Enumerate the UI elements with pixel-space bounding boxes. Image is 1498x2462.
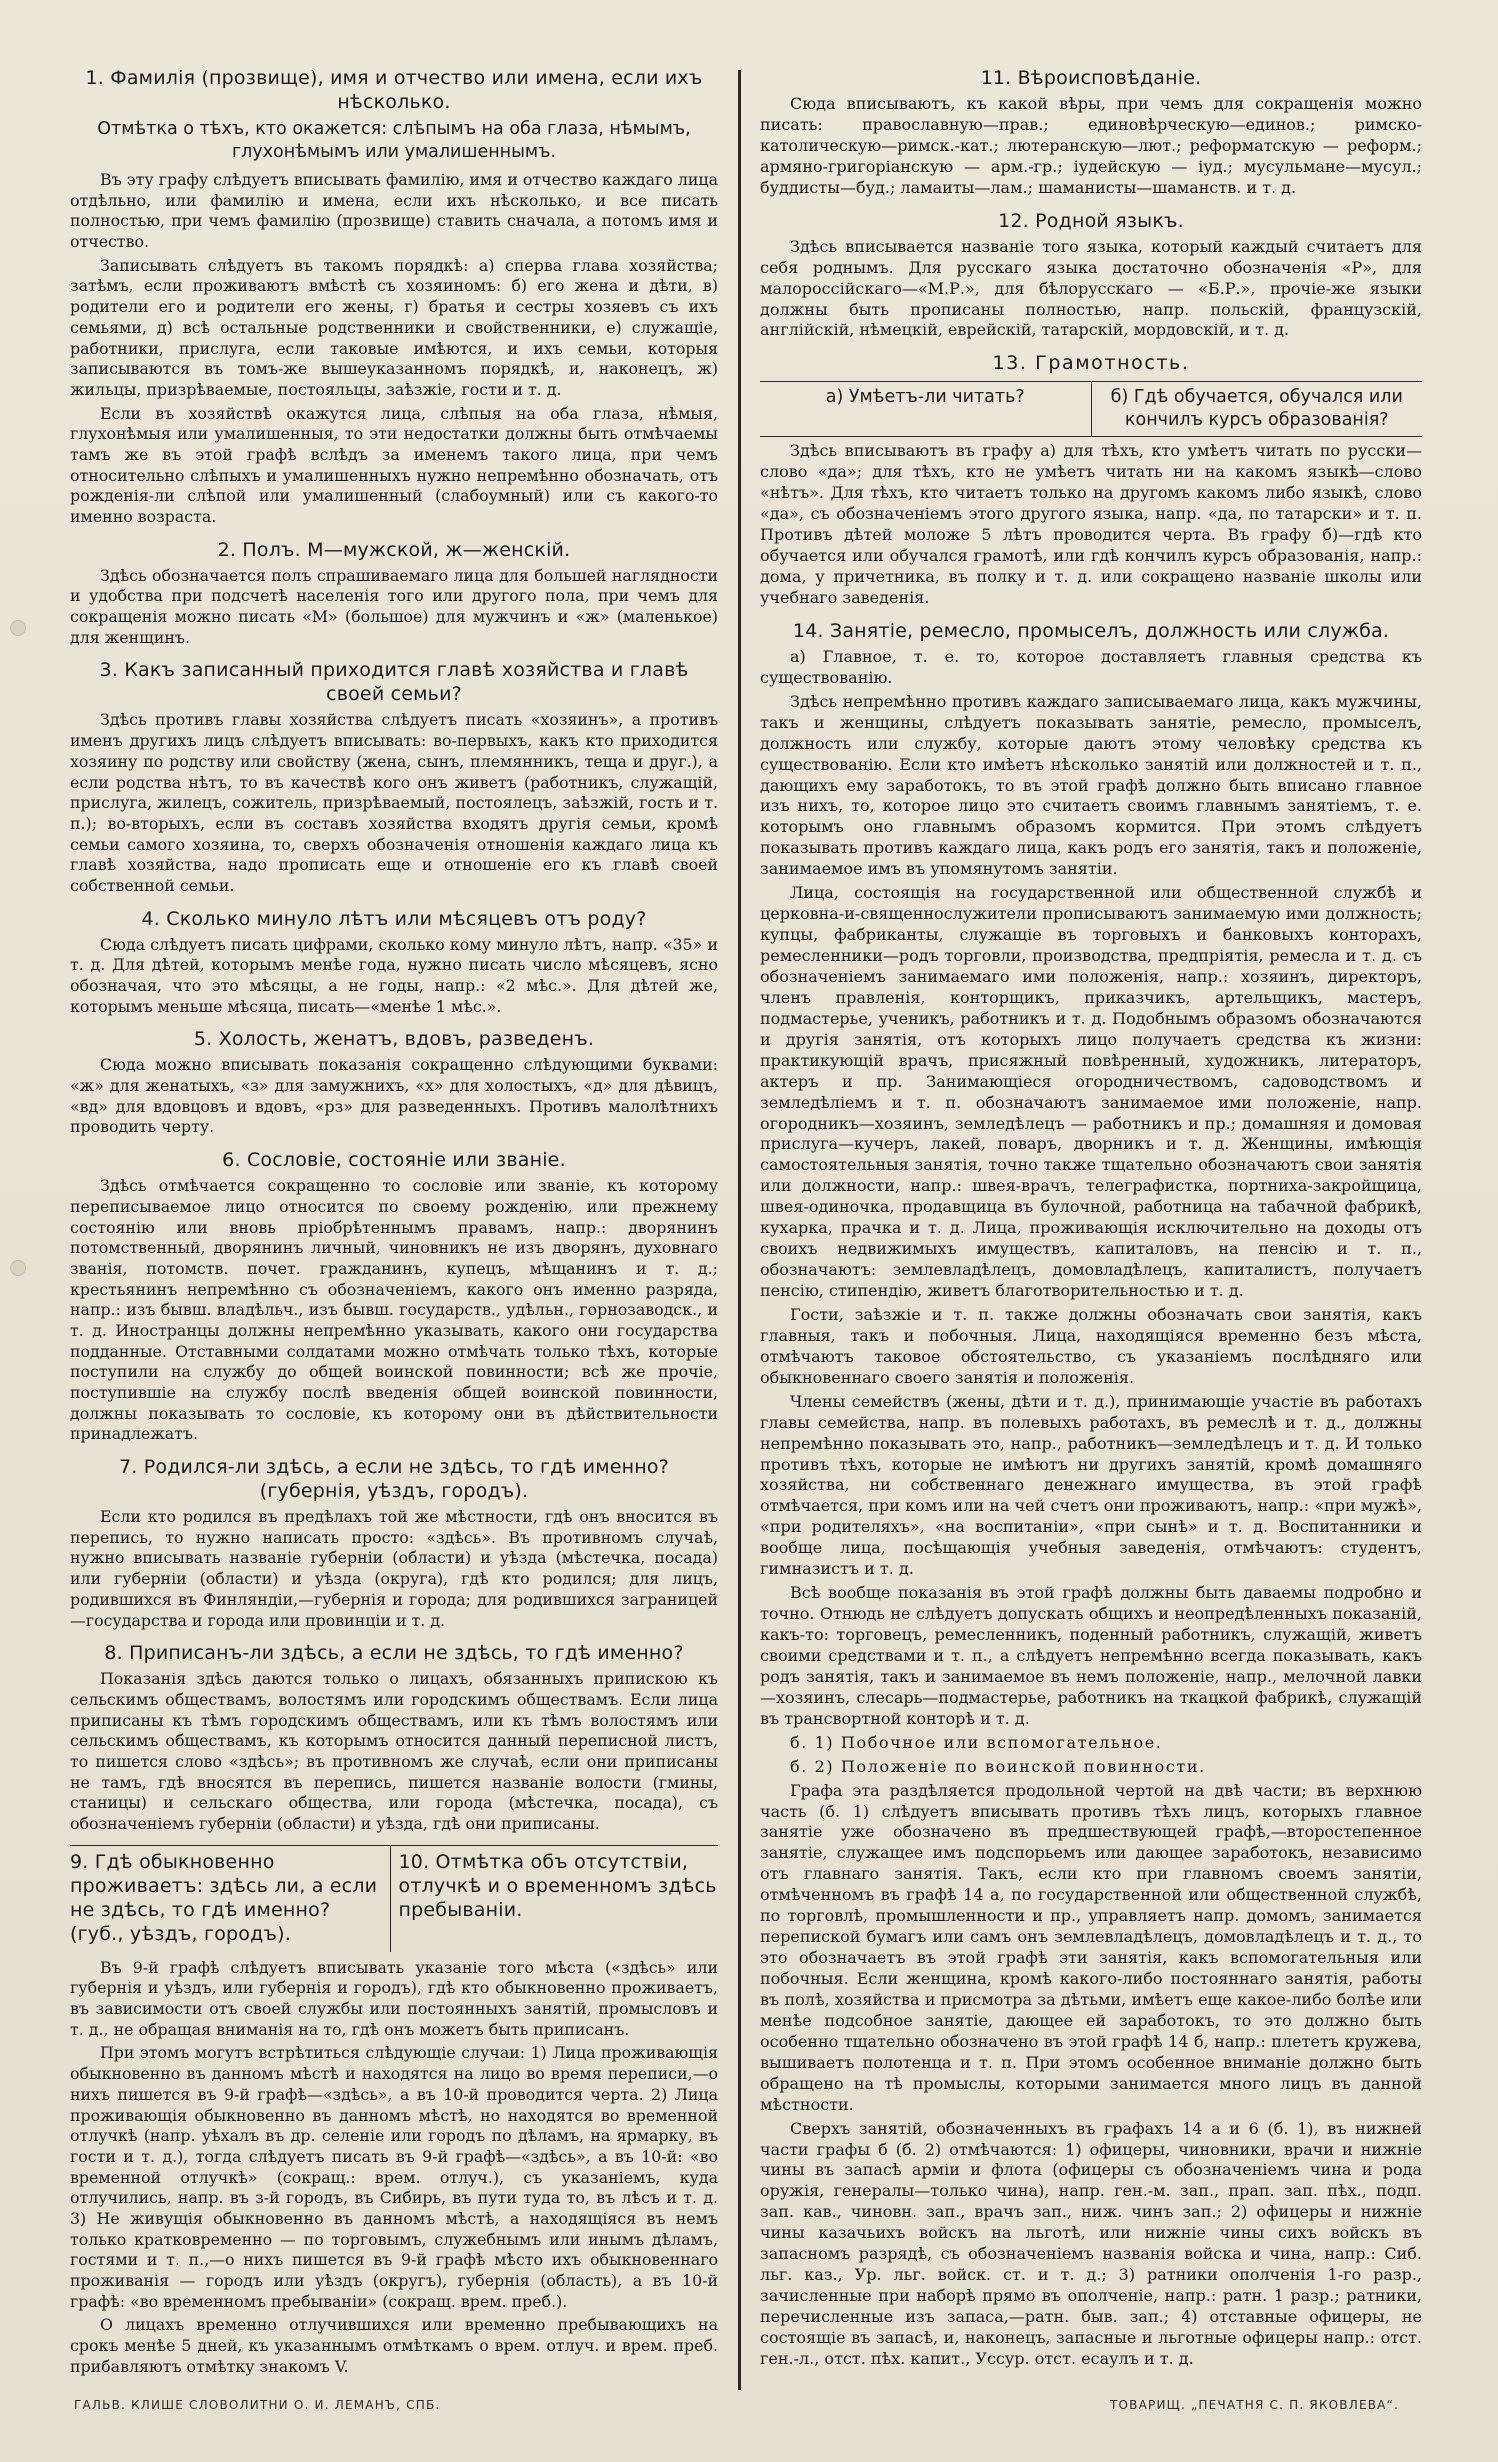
sections-9-10-header (70, 1845, 718, 1952)
section-3-title: 3. Какъ записанный приходится главѣ хозяйства и главѣ своей семьи? (99, 659, 689, 706)
sections-9-10-body (70, 1958, 718, 2378)
section-8-paragraph: Показанія здѣсь даются только о лицахъ, обязанныхъ припискою къ сельскимъ обществамъ, волостямъ или городскимъ обществамъ. Если лица приписаны къ тѣмъ городскимъ обществамъ, или къ тѣмъ волостямъ или сельскимъ обществамъ, къ которымъ относится данный переписной листъ, то пишется слово «здѣсь»; въ противномъ же случаѣ, если они приписаны не тамъ, гдѣ вносятся въ перепись, пишется названіе волости (гмины, станицы) и сельскаго общества, или города (мѣстечка, посада), съ обозначеніемъ губерніи (области) и уѣзда, гдѣ они приписаны. (70, 1669, 718, 1833)
section-11 (760, 66, 1422, 199)
section-6-paragraph: Здѣсь отмѣчается сокращенно то сословіе или званіе, къ которому переписываемое лицо относится по своему рожденію, или прежнему состоянію или вновь пріобрѣтеннымъ правамъ, напр.: дворянинъ потомственный, дворянинъ личный, чиновникъ не изъ дворянъ, духовнаго званія, потомств. почет. гражданинъ, купецъ, мѣщанинъ и т. д.; крестьянинъ непремѣнно съ обозначеніемъ, какого онъ именно разряда, напр.: изъ бывш. владѣльч., изъ бывш. государств., удѣльн., горнозаводск., и т. д. Иностранцы должны непремѣнно указывать, какого они государства подданные. Отставными солдатами можно отмѣчать только тѣхъ, которые поступили на службу до общей воинской повинности; всѣ же прочіе, поступившіе на службу послѣ введенія общей воинской повинности, должны показывать то сословіе, къ которому они въ дѣйствительности принадлежатъ. (70, 1176, 718, 1444)
section-5-title: 5. Холость, женатъ, вдовъ, разведенъ. (193, 1028, 595, 1051)
section-14-paragraph: Лица, состоящія на государственной или общественной службѣ и церковна-и-священнослужители прописываютъ занимаемую ими должность; купцы, фабриканты, служащіе въ торговыхъ и банковыхъ конторахъ, ремесленники—родъ торговли, производства, предпріятія, ремесла и т. д. съ обозначеніемъ занимаемаго ими положенія, напр.: хозяинъ, директоръ, членъ правленія, конторщикъ, приказчикъ, артельщикъ, мастеръ, подмастерье, ученикъ, работникъ и т. д. Подобнымъ образомъ обозначаются и другія занятія, отъ которыхъ лицо получаетъ средства къ жизни: практикующій врачъ, присяжный повѣренный, художникъ, литераторъ, актеръ и пр. Занимающіеся огородничествомъ, садоводствомъ и земледѣліемъ и т. п. обозначаютъ занимаемое ими положеніе, напр. огородникъ—хозяинъ, земледѣлецъ — работникъ и пр.; домашняя и домовая прислуга—кучеръ, лакей, поваръ, дворникъ и т. д. Женщины, имѣющія самостоятельныя занятія, точно также тщательно обозначаютъ свои занятія или должности, напр.: швея-врачъ, телеграфистка, портниха-закройщица, швея-одиночка, продавщица въ булочной, работница на табачной фабрикѣ, кухарка, прачка и т. д. Лица, проживающія исключительно на доходы отъ своихъ недвижимыхъ имуществъ, капиталовъ, на пенсію и т. п., обозначаютъ: землевладѣлецъ, домовладѣлецъ, капиталистъ, получаетъ пенсію, стипендію, живетъ благотворительностью и т. д. (760, 883, 1422, 1300)
section-14-subheading: б. 2) Положеніе по воинской повинности. (790, 1756, 1206, 1776)
section-9-10-paragraph: Въ 9-й графѣ слѣдуетъ вписывать указаніе того мѣста («здѣсь» или губернія и уѣздъ, или губернія и городъ), гдѣ кто обыкновенно проживаетъ, въ зависимости отъ своей службы или постоянныхъ занятій, промысловъ и т. д., не обращая вниманія на то, гдѣ онъ можетъ быть приписанъ. (70, 1957, 718, 2039)
section-12-title: 12. Родной языкъ. (998, 209, 1184, 232)
section-6 (70, 1148, 718, 1445)
section-9-box (70, 1846, 390, 1952)
section-1 (70, 66, 718, 528)
literacy-column-a: а) Умѣетъ-ли читать? (825, 387, 1025, 408)
section-11-title: 11. Вѣроисповѣданіе. (980, 67, 1202, 89)
section-14-title: 14. Занятіе, ремесло, промыселъ, должность или служба. (792, 619, 1390, 642)
section-12 (760, 209, 1422, 342)
section-14-paragraph: Члены семействъ (жены, дѣти и т. д.), принимающіе участіе въ работахъ главы семейства, напр. въ полевыхъ работахъ, въ ремеслѣ и т. д., должны непремѣнно показывать это, напр., работникъ—земледѣлецъ и т. д. И только противъ тѣхъ, которые не имѣютъ ни другихъ занятій, кромѣ домашняго хозяйства, ни собственнаго денежнаго имущества, въ этой графѣ отмѣчается, при комъ или на чей счетъ они проживаютъ, напр.: «при мужѣ», «при родителяхъ», «на воспитаніи», «при сынѣ» и т. д. Воспитанники и вообще лица, посѣщающія учебныя заведенія, отмѣчаютъ: студентъ, гимназистъ и т. д. (760, 1391, 1422, 1579)
section-14-paragraph: Графа эта раздѣляется продольной чертой на двѣ части; въ верхнюю часть (б. 1) слѣдуетъ вписывать противъ тѣхъ лицъ, которыхъ главное занятіе уже обозначено въ предшествующей графѣ,—второстепенное занятіе, служащее имъ подспорьемъ или дающее заработокъ, независимо отъ главнаго занятія. Такъ, если кто при главномъ своемъ занятіи, отмѣченномъ въ графѣ 14 а, по государственной или общественной службѣ, по торговлѣ, промышленности и пр., управляетъ напр. домомъ, занимается перепиской бумагъ или самъ онъ землевладѣлецъ, домовладѣлецъ и т. д., то это обозначаетъ въ этой графѣ эти занятія, какъ вспомогательныя или побочныя. Если женщина, кромѣ какого-либо постояннаго занятія, работы въ полѣ, хозяйства и присмотра за дѣтьми, имѣетъ еще какое-либо болѣе или менѣе подсобное занятіе, дающее ей заработокъ, то это должно быть особенно тщательно обозначено въ этой графѣ 14 б, напр.: плететъ кружева, вышиваетъ полотенца и т. п. При этомъ особенное вниманіе должно быть обращено на тѣ промыслы, которыми занимается много лицъ въ данной мѣстности. (760, 1780, 1422, 2114)
section-7-title: 7. Родился-ли здѣсь, а если не здѣсь, то гдѣ именно? (губернія, уѣздъ, городъ). (118, 1456, 670, 1503)
section-1-subtitle: Отмѣтка о тѣхъ, кто окажется: слѣпымъ на оба глаза, нѣмымъ, глухонѣмымъ или умалишеннымъ. (97, 119, 691, 162)
section-10-box (390, 1846, 719, 1952)
section-14-paragraph: Сверхъ занятій, обозначенныхъ въ графахъ 14 а и 6 (б. 1), въ нижней части графы б (б. 2) отмѣчаются: 1) офицеры, чиновники, врачи и нижніе чины въ запасѣ арміи и флота (офицеры съ обозначеніемъ чина и рода оружія, генералы—только чина), напр. ген.-м. зап., прап. зап. пѣх., подп. зап. кав., чиновн. зап., врачъ зап., ниж. чинъ зап.; 2) офицеры и нижніе чины казачьихъ войскъ на льготѣ, или нижніе чины сихъ войскъ въ запасномъ разрядѣ, съ обозначеніемъ названія войска и чина, напр.: Сиб. льг. каз., Ур. льг. войск. ст. и т. д.; 3) ратники ополченія 1-го разр., зачисленные при наборѣ прямо въ ополченіе, напр.: ратн. 1 разр.; ратники, перечисленные изъ запаса,—ратн. быв. зап.; 4) отставные офицеры, не состоящіе въ запасѣ, и, наконецъ, запасные и льготные офицеры напр.: отст. ген.-л., отст. пѣх. капит., Уссур. отст. есаулъ и т. д. (760, 2118, 1422, 2368)
section-9-10-paragraph: При этомъ могутъ встрѣтиться слѣдующіе случаи: 1) Лица проживающія обыкновенно въ данномъ мѣстѣ и находятся на лицо во время переписи,—о нихъ пишется въ 9-й графѣ—«здѣсь», а въ 10-й проводится черта. 2) Лица проживающія обыкновенно въ данномъ мѣстѣ, но находятся во временной отлучкѣ (напр. уѣхалъ въ др. селеніе или городъ по дѣламъ, на ярмарку, въ гости и т. д.), тогда слѣдуетъ писать въ 9-й графѣ—«здѣсь», а въ 10-й: «во временной отлучкѣ» (сокращ.: врем. отлуч.), съ указаніемъ, куда отлучились, напр. въ з-й городъ, въ Сибирь, въ пути туда то, въ лѣсъ и т. д. 3) Не живущія обыкновенно въ данномъ мѣстѣ, а находящіяся въ немъ только кратковременно — по торговымъ, служебнымъ или инымъ дѣламъ, гостями и т. п.,—о нихъ пишется въ 9-й графѣ мѣсто ихъ обыкновеннаго проживанія — городъ или уѣздъ (округъ), губернія (область), а въ 10-й графѣ: «во временномъ пребываніи» (сокращ. врем. преб.). (70, 2043, 718, 2311)
literacy-columns (760, 381, 1422, 437)
printer-imprint-left: ГАЛЬВ. КЛИШЕ СЛОВОЛИТНИ О. И. ЛЕМАНЪ, СПБ. (74, 2398, 441, 2412)
section-5-paragraph: Сюда можно вписывать показанія сокращенно слѣдующими буквами: «ж» для женатыхъ, «з» для замужнихъ, «х» для холостыхъ, «д» для дѣвицъ, «вд» для вдовцовъ и вдовъ, «рз» для разведенныхъ. Противъ малолѣтнихъ проводить черту. (70, 1055, 718, 1137)
section-2-title: 2. Полъ. М—мужской, ж—женскій. (217, 538, 571, 561)
section-2-paragraph: Здѣсь обозначается полъ спрашиваемаго лица для большей наглядности и удобства при подсчетѣ населенія того или другого пола, при чемъ для сокращенія можно писать «М» (большое) для мужчинъ и «ж» (маленькое) для женщинъ. (70, 565, 718, 647)
section-14-subheading: б. 1) Побочное или вспомогательное. (790, 1732, 1163, 1752)
literacy-column-b: б) Гдѣ обучается, обучался или кончилъ курсъ образованія? (1091, 382, 1423, 436)
section-14 (760, 619, 1422, 2370)
right-column (760, 60, 1422, 2380)
section-8 (70, 1641, 718, 1835)
section-13 (760, 351, 1422, 609)
section-14-paragraph: Всѣ вообще показанія въ этой графѣ должны быть даваемы подробно и точно. Отнюдь не слѣдуетъ допускать общихъ и неопредѣленныхъ показаній, какъ-то: торговецъ, ремесленникъ, поденный работникъ, служащій, живетъ своими средствами и т. п., а слѣдуетъ непремѣнно всегда показывать, какъ родъ занятія, такъ и занимаемое въ немъ положеніе, напр., мелочной лавки—хозяинъ, слесарь—подмастерье, работникъ на ткацкой фабрикѣ, служащій въ трансвортной конторѣ и т. д. (760, 1583, 1422, 1728)
section-4-paragraph: Сюда слѣдуетъ писать цифрами, сколько кому минуло лѣтъ, напр. «35» и т. д. Для дѣтей, которымъ менѣе года, нужно писать число мѣсяцевъ, ясно обозначая, что это мѣсяцы, а не годы, напр.: «2 мѣс.». Для дѣтей же, которымъ меньше мѣсяца, писать—«менѣе 1 мѣс.». (70, 934, 718, 1016)
section-14-paragraph: Гости, заѣзжіе и т. п. также должны обозначать свои занятія, какъ главныя, такъ и побочныя. Лица, находящіяся временно безъ мѣста, отмѣчаютъ таковое обстоятельство, съ указаніемъ послѣдняго или обыкновеннаго своего занятія и положенія. (760, 1304, 1422, 1387)
column-divider (738, 70, 741, 2390)
section-11-paragraph: Сюда вписываютъ, къ какой вѣры, при чемъ для сокращенія можно писать: православную—прав.; единовѣрческую—единов.; римско-католическую—римск.-кат.; лютеранскую—лют.; реформатскую — реформ.; армяно-григоріанскую — арм.-гр.; іудейскую — іуд.; мусульманe—мусул.; буддисты—буд.; ламаиты—лам.; шаманисты—шаманств. и т. д. (760, 94, 1422, 197)
section-13-paragraph: Здѣсь вписываютъ въ графу а) для тѣхъ, кто умѣетъ читать по русски—слово «да»; для тѣхъ, кто не умѣетъ читать ни на какомъ языкѣ—слово «нѣтъ». Для тѣхъ, кто читаетъ только на другомъ какомъ либо языкѣ, слово «да», съ обозначеніемъ этого другого языка, напр. «да, по татарски» и т. п. Противъ дѣтей моложе 5 лѣтъ проводится черта. Въ графу б)—гдѣ кто обучается или обучался грамотѣ, или гдѣ кончилъ курсъ образованія, напр.: дома, у причетника, въ полку и т. д. или сокращено названіе школы или учебнаго заведенія. (760, 441, 1422, 607)
section-1-paragraph: Если въ хозяйствѣ окажутся лица, слѣпыя на оба глаза, нѣмыя, глухонѣмыя или умалишенныя, то эти недостатки должны быть отмѣчаемы тамъ же въ этой графѣ вслѣдъ за именемъ такого лица, при чемъ относительно слѣпыхъ и умалишенныхъ нужно непремѣнно обозначать, отъ рожденія-ли слѣпой или умалишенный (слабоумный) или съ какого-то именно возраста. (70, 403, 718, 526)
section-9-title: 9. Гдѣ обыкновенно проживаетъ: здѣсь ли, а если не здѣсь, то гдѣ именно? (губ., уѣздъ, городъ). (70, 1850, 378, 1945)
printer-imprint-right: ТОВАРИЩ. „ПЕЧАТНЯ С. П. ЯКОВЛЕВА“. (1110, 2398, 1400, 2412)
section-12-paragraph: Здѣсь вписывается названіе того языка, который каждый считаетъ для себя роднымъ. Для русскаго языка достаточно обозначенія «Р», для малороссійскаго—«М.Р.», для бѣлорусскаго — «Б.Р.», прочіе-же языки должны быть прописаны полностью, напр. польскій, французскій, англійскій, нѣмецкій, еврейскій, татарскій, мордовскій, и т. д. (760, 236, 1422, 340)
section-1-title: 1. Фамилія (прозвище), имя и отчество или имена, если ихъ нѣсколько. (85, 67, 703, 113)
section-3 (70, 658, 718, 896)
section-3-paragraph: Здѣсь противъ главы хозяйства слѣдуетъ писать «хозяинъ», а противъ именъ другихъ лицъ слѣдуетъ вписывать: во-первыхъ, какъ кто приходится хозяину по родству или свойству (жена, сынъ, племянникъ, теща и друг.), а если родства нѣтъ, то въ качествѣ кого онъ живетъ (работникъ, служащій, прислуга, жилецъ, сожитель, призрѣваемый, постоялецъ, заѣзжій, гость и т. п.); во-вторыхъ, если въ составъ хозяйства входятъ другія семьи, кромѣ семьи самого хозяина, то, сверхъ обозначенія отношенія каждаго лица къ главѣ хозяйства, надо прописать еще и отношеніе его къ главѣ своей собственной семьи. (70, 710, 718, 895)
section-6-title: 6. Сословіе, состояніе или званіе. (222, 1149, 566, 1172)
section-13-title: 13. Грамотность. (992, 352, 1190, 375)
section-9-10-paragraph: О лицахъ временно отлучившихся или временно пребывающихъ на срокъ менѣе 5 дней, къ указаннымъ отмѣткамъ о врем. отлуч. и врем. преб. прибавляютъ отмѣтку знакомъ V. (70, 2315, 718, 2376)
section-4-title: 4. Сколько минуло лѣтъ или мѣсяцевъ отъ роду? (141, 907, 647, 930)
section-1-paragraph: Въ эту графу слѣдуетъ вписывать фамилію, имя и отчество каждаго лица отдѣльно, или фамилію и имена, если ихъ нѣсколько, и все писать полностью, при чемъ фамилію (прозвище) ставить сначала, а потомъ имя и отчество. (70, 170, 718, 252)
section-7 (70, 1455, 718, 1631)
section-10-title: 10. Отмѣтка объ отсутствіи, отлучкѣ и о временномъ здѣсь пребываніи. (398, 1850, 717, 1921)
punch-hole (10, 620, 26, 636)
section-4 (70, 907, 718, 1018)
left-column (70, 60, 718, 2387)
section-5 (70, 1027, 718, 1138)
section-7-paragraph: Если кто родился въ предѣлахъ той же мѣстности, гдѣ онъ вносится въ перепись, то нужно написать просто: «здѣсь». Въ противномъ случаѣ, нужно вписывать названіе губерніи (области) и уѣзда (мѣстечка, посада) или губерніи (области) и уѣзда (округа), гдѣ кто родился; для лицъ, родившихся въ Финляндіи,—губернія и города; для родившихся заграницей—государства и города или провинціи и т. д. (70, 1507, 718, 1630)
section-14-subheading: а) Главное, т. е. то, которое доставляетъ главныя средства къ существованію. (760, 646, 1422, 687)
punch-hole (10, 1260, 26, 1276)
section-1-paragraph: Записывать слѣдуетъ въ такомъ порядкѣ: а) сперва главa хозяйства; затѣмъ, если проживаютъ вмѣстѣ съ хозяиномъ: б) его жена и дѣти, в) родители его и родители его жены, г) братья и сестры хозяевъ съ ихъ семьями, д) всѣ остальные родственники и свойственники, е) служащіе, работники, прислуга, если таковые имѣются, и ихъ семьи, которыя записываются въ томъ-же вышеуказанномъ порядкѣ, и, наконецъ, ж) жильцы, призрѣваемые, постояльцы, заѣзжіе, гости и т. д. (70, 255, 718, 399)
section-8-title: 8. Приписанъ-ли здѣсь, а если не здѣсь, то гдѣ именно? (104, 1642, 684, 1665)
section-2 (70, 538, 718, 649)
section-14-paragraph: Здѣсь непремѣнно противъ каждаго записываемаго лица, какъ мужчины, такъ и женщины, слѣдуетъ показывать занятіе, ремесло, промыселъ, должность или службу, которые даютъ этому человѣку средства къ существованію. Если кто имѣетъ нѣсколько занятій или должностей и т. п., дающихъ ему заработокъ, то въ этой графѣ должно быть вписано главное изъ нихъ, то, которое лицо это считаетъ своимъ главнымъ занятіемъ, т. е. которымъ оно главнымъ образомъ кормится. При этомъ слѣдуетъ показывать противъ каждаго лица, какъ родъ его занятія, такъ и положеніе, занимаемое имъ въ упомянутомъ занятіи. (760, 691, 1422, 879)
